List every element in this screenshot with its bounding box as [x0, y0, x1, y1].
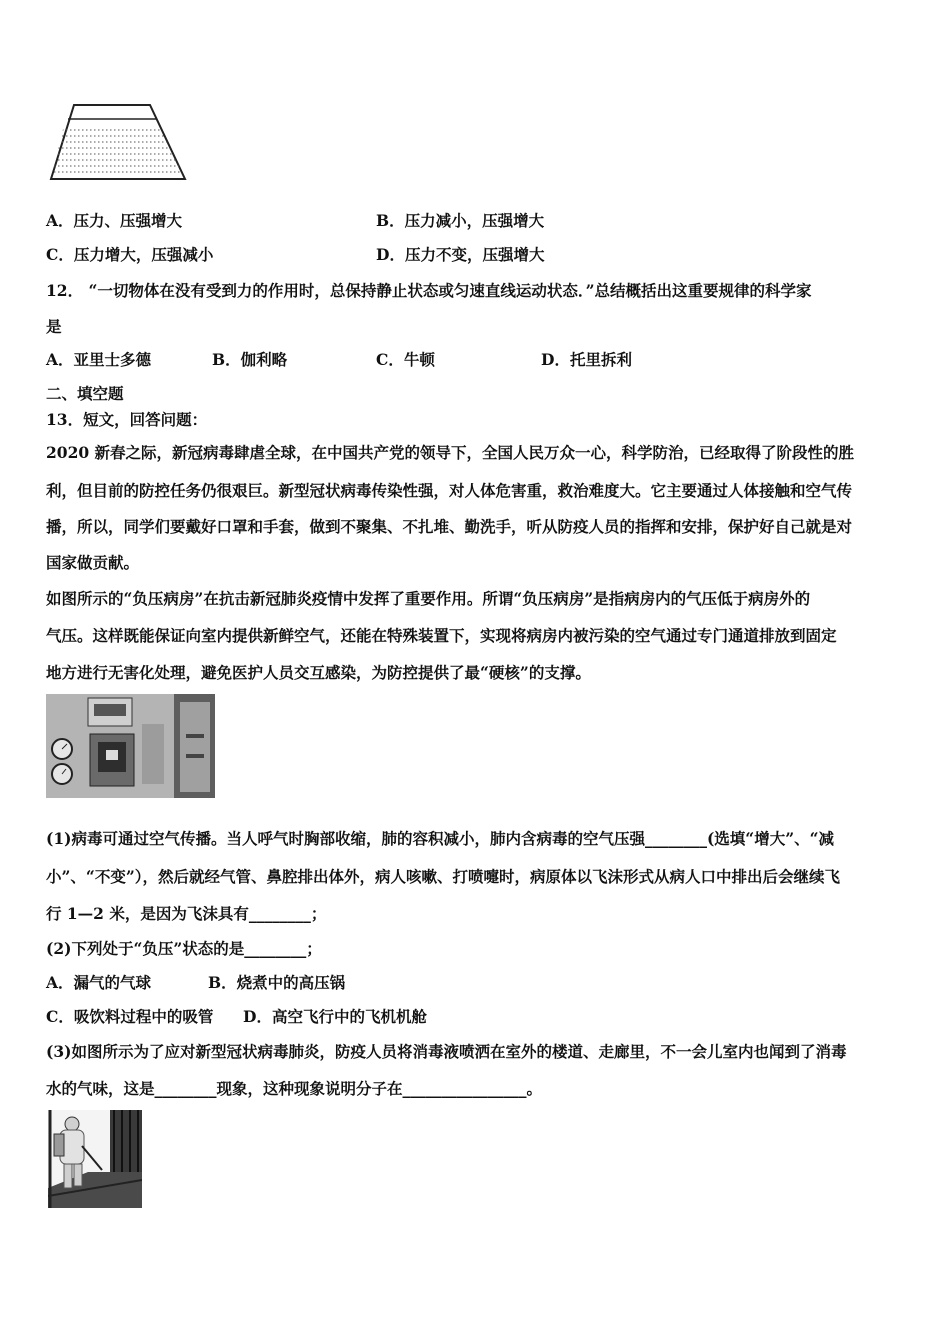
q11-option-a: A．压力、压强增大 — [46, 211, 183, 230]
q12-option-b: B．伽利略 — [212, 350, 288, 369]
q12-option-d: D．托里拆利 — [541, 350, 632, 369]
disinfection-photo — [48, 1110, 142, 1208]
q13-sub1-line: (1)病毒可通过空气传播。当人呼气时胸部收缩，肺的容积减小，肺内含病毒的空气压强________(选填“增大”、“减 — [46, 829, 835, 848]
section-title: 二、填空题 — [46, 384, 124, 403]
negative-pressure-room-photo — [46, 694, 215, 798]
q13-para2-line: 如图所示的“负压病房”在抗击新冠肺炎疫情中发挥了重要作用。所谓“负压病房”是指病房内的气压低于病房外的 — [46, 589, 811, 608]
q13-sub3-line: (3)如图所示为了应对新型冠状病毒肺炎，防疫人员将消毒液喷洒在室外的楼道、走廊里，不一会儿室内也闻到了消毒 — [46, 1042, 847, 1061]
q11-option-b: B．压力减小，压强增大 — [376, 211, 545, 230]
q13-para2-line: 地方进行无害化处理，避免医护人员交互感染，为防控提供了最“硬核”的支撑。 — [46, 663, 591, 682]
container-diagram — [46, 102, 191, 184]
q12-option-c: C．牛顿 — [376, 350, 435, 369]
q11-option-c: C．压力增大，压强减小 — [46, 245, 214, 264]
q13-sub2-option-d: D．高空飞行中的飞机机舱 — [243, 1007, 427, 1026]
q12-stem-line2: 是 — [46, 317, 62, 336]
q13-sub2-stem: (2)下列处于“负压”状态的是________； — [46, 939, 322, 958]
q13-para1-line: 国家做贡献。 — [46, 553, 140, 572]
q12-stem-line1: 12． “一切物体在没有受到力的作用时，总保持静止状态或匀速直线运动状态．”总结概括出这重要规律的科学家 — [46, 281, 812, 300]
q13-intro: 13．短文，回答问题： — [46, 410, 208, 429]
q13-sub1-line: 行 1—2 米，是因为飞沫具有________； — [46, 904, 327, 923]
q13-para1-line: 利，但目前的防控任务仍很艰巨。新型冠状病毒传染性强，对人体危害重，救治难度大。它主要通过人体接触和空气传 — [46, 481, 853, 500]
q12-option-a: A．亚里士多德 — [46, 350, 152, 369]
q13-para1-line: 2020 新春之际，新冠病毒肆虐全球，在中国共产党的领导下，全国人民万众一心，科学防治，已经取得了阶段性的胜 — [46, 443, 855, 462]
q13-sub2-option-a: A．漏气的气球 — [46, 973, 152, 992]
q13-sub2-option-c: C．吸饮料过程中的吸管 — [46, 1007, 214, 1026]
q13-para1-line: 播，所以，同学们要戴好口罩和手套，做到不聚集、不扎堆、勤洗手，听从防疫人员的指挥和安排，保护好自己就是对 — [46, 517, 853, 536]
q13-sub1-line: 小”、“不变”），然后就经气管、鼻腔排出体外，病人咳嗽、打喷嚏时，病原体以飞沫形式从病人口中排出后会继续飞 — [46, 867, 841, 886]
q13-sub2-option-b: B．烧煮中的高压锅 — [208, 973, 346, 992]
q11-option-d: D．压力不变，压强增大 — [376, 245, 545, 264]
q13-sub3-line: 水的气味，这是________现象，这种现象说明分子在________________。 — [46, 1079, 543, 1098]
q13-para2-line: 气压。这样既能保证向室内提供新鲜空气，还能在特殊装置下，实现将病房内被污染的空气通过专门通道排放到固定 — [46, 626, 837, 645]
